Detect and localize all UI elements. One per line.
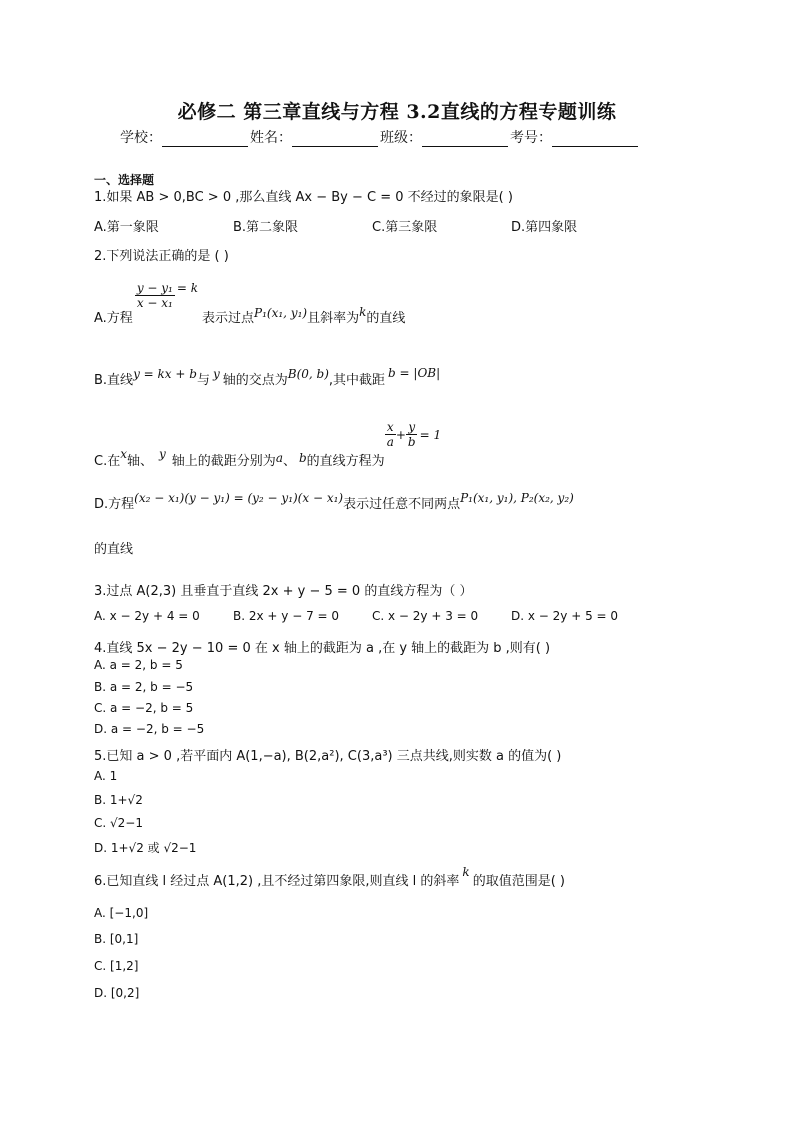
class-label: 班级：	[380, 130, 422, 146]
q3-option-c: C. x − 2y + 3 = 0	[372, 609, 479, 623]
q2c-f1-den: a	[386, 435, 394, 449]
q2b-eq: y = kx + b	[133, 367, 197, 381]
q2a-fraction	[135, 281, 175, 310]
q2a-point: P₁(x₁, y₁)	[254, 306, 308, 320]
q2-option-c	[94, 420, 442, 469]
q2c-mid3: 的直线方程为	[306, 454, 385, 469]
q2d-mid: 表示过任意不同两点	[343, 497, 461, 512]
question-1-stem: 1.如果 AB > 0,BC > 0 ,那么直线 Ax − By − C = 0 不经过的象限是( )	[94, 190, 513, 205]
q2d-continuation: 的直线	[94, 542, 134, 557]
q2c-a: a	[275, 451, 283, 465]
q2c-f1-num: x	[386, 420, 394, 434]
q1-option-b: B.第二象限	[233, 220, 299, 235]
q6-option-c: C. [1,2]	[94, 959, 139, 973]
q2c-frac-2	[406, 420, 418, 449]
q2c-plus: +	[395, 427, 406, 442]
q5-option-a: A. 1	[94, 769, 118, 783]
q4-option-c: C. a = −2, b = 5	[94, 701, 194, 715]
q2b-prefix: B.直线	[94, 373, 134, 388]
question-2-stem: 2.下列说法正确的是 ( )	[94, 249, 229, 264]
q6-stem-b: 的取值范围是( )	[472, 874, 565, 889]
q2b-mid: 与	[196, 373, 210, 388]
q2a-k: k	[359, 305, 367, 319]
section-heading: 一、选择题	[94, 173, 155, 187]
page-title: 必修二 第三章直线与方程 3.2直线的方程专题训练	[177, 101, 617, 123]
q3-option-a: A. x − 2y + 4 = 0	[94, 609, 200, 623]
q2c-y: y	[159, 447, 166, 461]
q2b-mid3: ,其中截距	[328, 373, 386, 388]
number-blank[interactable]	[552, 130, 638, 147]
q2-option-a	[94, 280, 406, 326]
q2a-mid2: 且斜率为	[307, 311, 360, 326]
q4-option-b: B. a = 2, b = −5	[94, 680, 194, 694]
q2-option-b	[94, 364, 441, 388]
q2a-end: 的直线	[366, 311, 406, 326]
q2a-prefix: A.方程	[94, 311, 133, 326]
q3-option-d: D. x − 2y + 5 = 0	[511, 609, 619, 623]
q2d-points: P₁(x₁, y₁), P₂(x₂, y₂)	[460, 491, 574, 505]
school-blank[interactable]	[162, 130, 248, 147]
q2a-mid: 表示过点	[202, 311, 255, 326]
q3-option-b: B. 2x + y − 7 = 0	[233, 609, 340, 623]
number-label: 考号：	[510, 130, 552, 146]
name-label: 姓名：	[250, 130, 292, 146]
q2a-frac-den: x − x₁	[136, 296, 173, 310]
q2d-prefix: D.方程	[94, 497, 135, 512]
q2a-frac-num: y − y₁	[136, 281, 173, 295]
q2c-f2-num: y	[408, 420, 416, 434]
q6-stem-a: 6.已知直线 l 经过点 A(1,2) ,且不经过第四象限,则直线 l 的斜率	[94, 874, 460, 889]
q6-stem-k: k	[462, 865, 470, 879]
q2d-eq: (x₂ − x₁)(y − y₁) = (y₂ − y₁)(x − x₁)	[134, 491, 344, 505]
q2c-f2-den: b	[407, 435, 416, 449]
question-4-stem: 4.直线 5x − 2y − 10 = 0 在 x 轴上的截距为 a ,在 y 轴上的截距为 b ,则有( )	[94, 641, 551, 656]
q5-option-b: B. 1+√2	[94, 793, 143, 807]
question-5-stem: 5.已知 a > 0 ,若平面内 A(1,−a), B(2,a²), C(3,a³) 三点共线,则实数 a 的值为( )	[94, 749, 562, 764]
q2b-mid2: 轴的交点为	[222, 373, 288, 388]
q2c-prefix: C.在	[94, 454, 121, 469]
q4-option-d: D. a = −2, b = −5	[94, 722, 205, 736]
q5-option-c: C. √2−1	[94, 816, 143, 830]
q2c-b: b	[298, 451, 307, 465]
q1-option-d: D.第四象限	[511, 220, 578, 235]
name-blank[interactable]	[292, 130, 378, 147]
q6-option-d: D. [0,2]	[94, 986, 140, 1000]
q1-option-c: C.第三象限	[372, 220, 438, 235]
question-6-stem	[94, 862, 565, 889]
q2b-point: B(0, b)	[287, 367, 329, 381]
q2c-mid2: 轴上的截距分别为	[171, 454, 276, 469]
q2b-eq2: b = |OB|	[388, 366, 441, 380]
q2c-frac-1	[385, 420, 396, 449]
q4-option-a: A. a = 2, b = 5	[94, 658, 183, 672]
school-label: 学校：	[120, 130, 162, 146]
student-info-row	[120, 127, 640, 147]
q2-option-d	[94, 484, 574, 512]
q2c-x: x	[120, 447, 127, 461]
q2c-rhs: = 1	[419, 427, 442, 442]
q2c-sep: 、	[282, 454, 296, 469]
q6-option-a: A. [−1,0]	[94, 906, 149, 920]
q2b-y: y	[212, 367, 220, 381]
q2a-frac-rhs: = k	[176, 280, 199, 295]
q5-option-d: D. 1+√2 或 √2−1	[94, 841, 197, 855]
q2c-equation	[385, 420, 441, 449]
q1-option-a: A.第一象限	[94, 220, 159, 235]
q6-option-b: B. [0,1]	[94, 932, 139, 946]
q2c-mid: 轴、	[127, 454, 154, 469]
q2a-equation	[135, 281, 198, 310]
class-blank[interactable]	[422, 130, 508, 147]
question-3-stem: 3.过点 A(2,3) 且垂直于直线 2x + y − 5 = 0 的直线方程为（ ）	[94, 584, 473, 599]
